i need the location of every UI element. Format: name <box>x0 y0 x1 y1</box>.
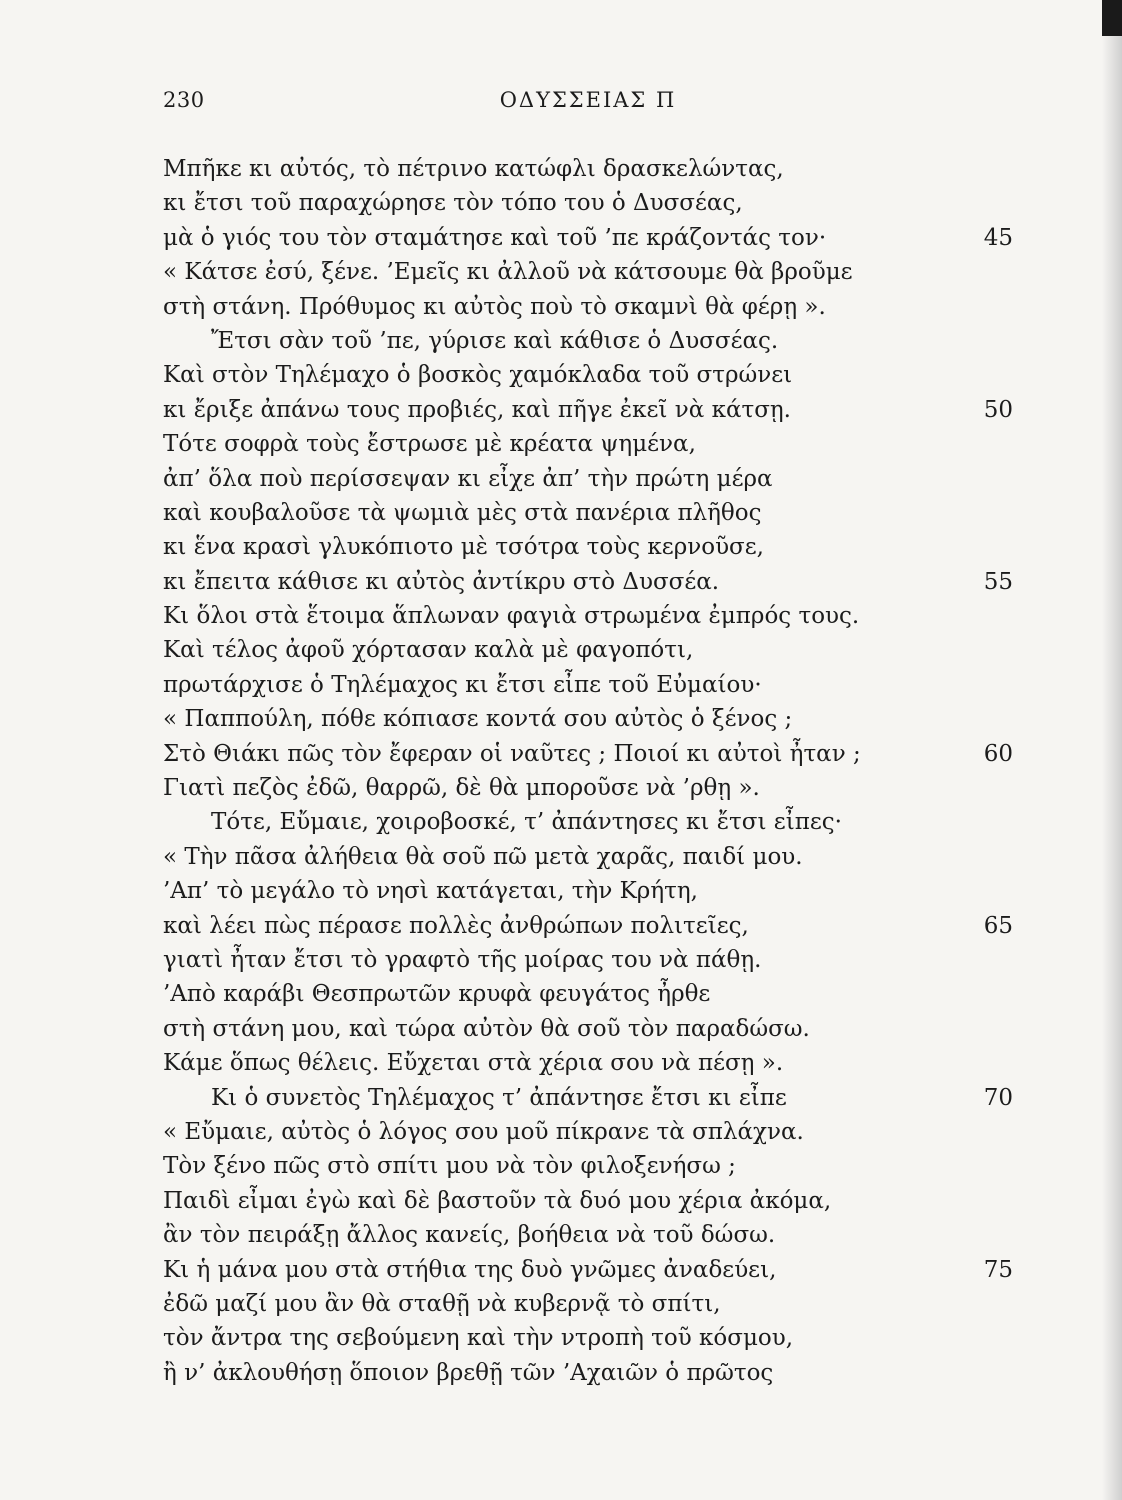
verse-line <box>163 290 1013 324</box>
verse-text: Τότε σοφρὰ τοὺς ἔστρωσε μὲ κρέατα ψημένα, <box>163 431 696 458</box>
verse-line <box>163 1253 1013 1287</box>
verse-line <box>163 462 1013 496</box>
verse-text: κι ἕνα κρασὶ γλυκόπιοτο μὲ τσότρα τοὺς κερνοῦσε, <box>163 534 764 561</box>
verse-text: Καὶ στὸν Τηλέμαχο ὁ βοσκὸς χαμόκλαδα τοῦ στρώνει <box>163 362 793 389</box>
verse-line <box>163 1184 1013 1218</box>
verse-line <box>163 427 1013 461</box>
verse-text: τὸν ἄντρα της σεβούμενη καὶ τὴν ντροπὴ τοῦ κόσμου, <box>163 1325 794 1352</box>
verse-line <box>163 1321 1013 1355</box>
verse-text: πρωτάρχισε ὁ Τηλέμαχος κι ἔτσι εἶπε τοῦ Εὐμαίου· <box>163 671 762 698</box>
verse-line <box>163 152 1013 186</box>
verse-text: Μπῆκε κι αὐτός, τὸ πέτρινο κατώφλι δρασκελώντας, <box>163 156 784 182</box>
verse-line <box>163 393 1013 427</box>
verse-line <box>163 909 1013 943</box>
verse-line <box>163 324 1013 358</box>
verse-line <box>163 633 1013 667</box>
verse-line <box>163 943 1013 977</box>
verse-text: « Εὔμαιε, αὐτὸς ὁ λόγος σου μοῦ πίκρανε τὰ σπλάχνα. <box>163 1118 804 1145</box>
verse-text: Κι ὅλοι στὰ ἕτοιμα ἅπλωναν φαγιὰ στρωμένα ἐμπρός τους. <box>163 603 860 630</box>
verse-line <box>163 1081 1013 1115</box>
verse-text: κι ἔριξε ἀπάνω τους προβιές, καὶ πῆγε ἐκεῖ νὰ κάτσῃ. <box>163 396 791 423</box>
running-title: ΟΔΥΣΣΕΙΑΣ Π <box>499 88 677 112</box>
verse-line <box>163 599 1013 633</box>
verse-text: στὴ στάνη. Πρόθυμος κι αὐτὸς ποὺ τὸ σκαμνὶ θὰ φέρῃ ». <box>163 293 826 320</box>
verse-line <box>163 530 1013 564</box>
verse-line <box>163 1356 1013 1390</box>
line-number: 60 <box>983 740 1013 767</box>
line-number: 75 <box>983 1256 1013 1283</box>
verse-line <box>163 737 1013 771</box>
line-number: 50 <box>983 396 1013 423</box>
verse-line <box>163 840 1013 874</box>
verse-text: καὶ κουβαλοῦσε τὰ ψωμιὰ μὲς στὰ πανέρια πλῆθος <box>163 499 762 526</box>
verse-text: κι ἔπειτα κάθισε κι αὐτὸς ἀντίκρυ στὸ Δυσσέα. <box>163 568 720 595</box>
page-header <box>163 88 1013 124</box>
verse-text: Τότε, Εὔμαιε, χοιροβοσκέ, τ’ ἀπάντησες κι ἔτσι εἶπες· <box>211 809 842 836</box>
verse-line <box>163 874 1013 908</box>
line-number: 45 <box>983 224 1013 251</box>
verse-line <box>163 1046 1013 1080</box>
verse-line <box>163 1012 1013 1046</box>
verse-text: ἀπ’ ὅλα ποὺ περίσσεψαν κι εἶχε ἀπ’ τὴν πρώτη μέρα <box>163 465 773 492</box>
verse-text: καὶ λέει πὼς πέρασε πολλὲς ἀνθρώπων πολιτεῖες, <box>163 912 749 939</box>
verse-line <box>163 702 1013 736</box>
verse-line <box>163 565 1013 599</box>
verse-text: Ἔτσι σὰν τοῦ ’πε, γύρισε καὶ κάθισε ὁ Δυσσέας. <box>211 327 779 354</box>
verse-line <box>163 977 1013 1011</box>
verse-text: γιατὶ ἦταν ἔτσι τὸ γραφτὸ τῆς μοίρας του νὰ πάθῃ. <box>163 946 762 973</box>
line-number: 55 <box>983 568 1013 595</box>
verse-line <box>163 805 1013 839</box>
verse-line <box>163 496 1013 530</box>
verse-text: Γιατὶ πεζὸς ἐδῶ, θαρρῶ, δὲ θὰ μποροῦσε νὰ ’ρθῃ ». <box>163 775 760 802</box>
verse-line <box>163 255 1013 289</box>
verse-text: Καὶ τέλος ἀφοῦ χόρτασαν καλὰ μὲ φαγοπότι, <box>163 637 694 664</box>
verse-text: ’Απ’ τὸ μεγάλο τὸ νησὶ κατάγεται, τὴν Κρήτη, <box>163 878 698 905</box>
verse-text: Κι ὁ συνετὸς Τηλέμαχος τ’ ἀπάντησε ἔτσι κι εἶπε <box>211 1084 787 1111</box>
verse-line <box>163 771 1013 805</box>
verse-text: Στὸ Θιάκι πῶς τὸν ἔφεραν οἱ ναῦτες ; Ποιοί κι αὐτοὶ ἦταν ; <box>163 740 861 767</box>
verse-line <box>163 1149 1013 1183</box>
verse-line <box>163 1218 1013 1252</box>
verse-text: στὴ στάνη μου, καὶ τώρα αὐτὸν θὰ σοῦ τὸν παραδώσω. <box>163 1015 810 1042</box>
verse-line <box>163 186 1013 220</box>
verse-line <box>163 1287 1013 1321</box>
verse-text: « Τὴν πᾶσα ἀλήθεια θὰ σοῦ πῶ μετὰ χαρᾶς, παιδί μου. <box>163 843 803 870</box>
verse-text: Κάμε ὅπως θέλεις. Εὔχεται στὰ χέρια σου νὰ πέσῃ ». <box>163 1050 784 1077</box>
verse-text: κι ἔτσι τοῦ παραχώρησε τὸν τόπο του ὁ Δυσσέας, <box>163 190 743 217</box>
verse-text: ’Απὸ καράβι Θεσπρωτῶν κρυφὰ φευγάτος ἦρθε <box>163 981 711 1008</box>
line-number: 65 <box>983 912 1013 939</box>
scan-corner-mark <box>1102 0 1122 36</box>
verse-block <box>163 152 1013 1390</box>
page-number: 230 <box>163 88 205 112</box>
verse-text: Παιδὶ εἶμαι ἐγὼ καὶ δὲ βαστοῦν τὰ δυό μου χέρια ἀκόμα, <box>163 1187 832 1214</box>
verse-text: « Παππούλη, πόθε κόπιασε κοντά σου αὐτὸς ὁ ξένος ; <box>163 706 793 733</box>
verse-line <box>163 221 1013 255</box>
verse-line <box>163 1115 1013 1149</box>
verse-text: « Κάτσε ἐσύ, ξένε. ’Εμεῖς κι ἀλλοῦ νὰ κάτσουμε θὰ βροῦμε <box>163 259 853 286</box>
verse-text: Τὸν ξένο πῶς στὸ σπίτι μου νὰ τὸν φιλοξενήσω ; <box>163 1153 736 1180</box>
verse-text: μὰ ὁ γιός του τὸν σταμάτησε καὶ τοῦ ’πε κράζοντάς τον· <box>163 224 827 251</box>
verse-line <box>163 668 1013 702</box>
page-edge-shadow <box>1102 0 1122 1500</box>
verse-text: ἐδῶ μαζί μου ἂν θὰ σταθῇ νὰ κυβερνᾷ τὸ σπίτι, <box>163 1290 721 1317</box>
verse-line <box>163 358 1013 392</box>
verse-text: ἂν τὸν πειράξῃ ἄλλος κανείς, βοήθεια νὰ τοῦ δώσω. <box>163 1222 776 1249</box>
line-number: 70 <box>983 1084 1013 1111</box>
verse-text: Κι ἡ μάνα μου στὰ στήθια της δυὸ γνῶμες ἀναδεύει, <box>163 1256 777 1283</box>
verse-text: ἢ ν’ ἀκλουθήσῃ ὅποιον βρεθῇ τῶν ’Αχαιῶν ὁ πρῶτος <box>163 1359 774 1386</box>
